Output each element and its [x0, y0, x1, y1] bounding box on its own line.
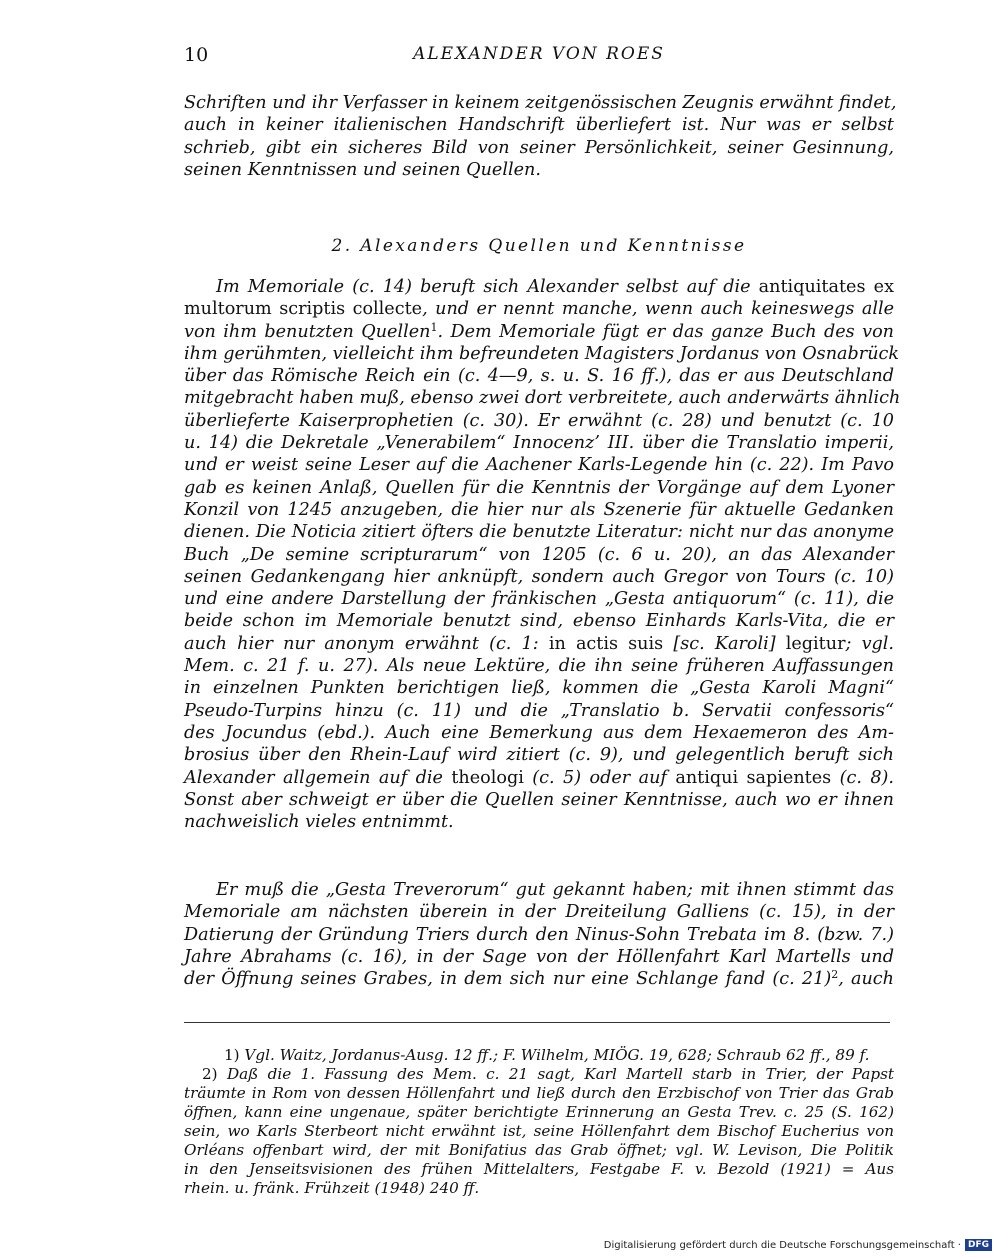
page-number: 10 — [184, 44, 209, 66]
footnote-divider — [184, 1022, 890, 1023]
text-line: Memoriale am nächsten überein in der Dreiteilung Galliens (c. 15), in der — [184, 902, 894, 923]
dfg-logo: DFG — [965, 1239, 992, 1251]
latin-quote: antiquitates ex — [758, 277, 894, 297]
text-line: Buch „De semine scripturarum“ von 1205 (c. 6 u. 20), an das Alexander — [184, 544, 894, 565]
footnote-line: träumte in Rom von dessen Höllenfahrt und ließ durch den Erzbischof von Trier das Grab — [184, 1084, 894, 1102]
text-line: beide schon im Memoriale benutzt sind, ebenso Einhards Karls-Vita, die er — [184, 611, 894, 632]
text-run: ; vgl. — [845, 633, 894, 654]
text-line: dienen. Die Noticia zitiert öfters die benutzte Literatur: nicht nur das anonyme — [184, 522, 894, 543]
footnote-ref: 2 — [831, 968, 839, 982]
text-run: (c. 5) oder auf — [523, 767, 676, 788]
text-run: . Dem Memoriale fügt er das ganze Buch des von — [437, 321, 894, 342]
text-line: Er muß die „Gesta Treverorum“ gut gekannt haben; mit ihnen stimmt das — [216, 880, 894, 900]
latin-quote: legitur — [785, 633, 846, 654]
text-line: Schriften und ihr Verfasser in keinem zeitgenössischen Zeugnis erwähnt findet, — [184, 93, 897, 113]
text-line: und er weist seine Leser auf die Aachener Karls-Legende hin (c. 22). Im Pavo — [184, 455, 894, 476]
text-line: u. 14) die Dekretale „Venerabilem“ Innocenz’ III. über die Translatio imperii, — [184, 433, 894, 454]
text-run: von ihm benutzten Quellen — [184, 321, 431, 342]
text-line: seinen Kenntnissen und seinen Quellen. — [184, 159, 541, 180]
footnote-text: Vgl. Waitz, Jordanus-Ausg. 12 ff.; F. Wilhelm, MIÖG. 19, 628; Schraub 62 ff., 89 f. — [244, 1046, 870, 1064]
footnote-line: Orléans offenbart wird, der mit Bonifatius das Grab öffnet; vgl. W. Levison, Die Politik — [184, 1141, 894, 1159]
text-line: über das Römische Reich ein (c. 4—9, s. u. S. 16 ff.), das er aus Deutschland — [184, 366, 894, 387]
footnote-1 — [184, 1046, 894, 1065]
footnote-line: in den Jenseitsvisionen des frühen Mittelalters, Festgabe F. v. Bezold (1921) = Aus — [184, 1160, 894, 1178]
text-line: Mem. c. 21 f. u. 27). Als neue Lektüre, die ihn seine früheren Auffassungen — [184, 656, 894, 677]
footnote-number: 1) — [224, 1046, 240, 1064]
text-run: , und er nennt manche, wenn auch keineswegs alle — [422, 299, 894, 320]
text-line — [184, 767, 894, 789]
text-line: brosius über den Rhein-Lauf wird zitiert (c. 9), und gelegentlich beruft sich — [184, 745, 894, 766]
running-head: ALEXANDER VON ROES — [413, 44, 665, 64]
latin-quote: theologi — [451, 767, 524, 788]
footnote-number: 2) — [202, 1065, 218, 1083]
text-line — [184, 321, 894, 343]
text-line: des Jocundus (ebd.). Auch eine Bemerkung aus dem Hexaemeron des Am- — [184, 722, 894, 743]
text-run: (c. 8). — [831, 767, 894, 788]
text-run: auch hier nur anonym erwähnt (c. 1: — [184, 633, 549, 654]
paragraph-2 — [184, 879, 894, 990]
text-line: Datierung der Gründung Triers durch den Ninus-Sohn Trebata im 8. (bzw. 7.) — [184, 924, 894, 945]
text-line: Sonst aber schweigt er über die Quellen seiner Kenntnisse, auch wo er ihnen — [184, 789, 894, 810]
section-heading: 2. Alexanders Quellen und Kenntnisse — [331, 236, 747, 256]
text-line — [184, 298, 894, 320]
footnote-line: öffnen, kann eine ungenaue, später berichtigte Erinnerung an Gesta Trev. c. 25 (S. 162) — [184, 1103, 894, 1121]
text-line: auch in keiner italienischen Handschrift überliefert ist. Nur was er selbst — [184, 115, 894, 136]
text-line — [184, 276, 894, 298]
text-line: mitgebracht haben muß, ebenso zwei dort verbreitete, auch anderwärts ähnlich — [184, 388, 901, 409]
footnote-ref: 1 — [430, 320, 438, 334]
paragraph-1 — [184, 276, 901, 833]
text-run: , auch — [838, 969, 894, 990]
credit-text: Digitalisierung gefördert durch die Deutsche Forschungsgemeinschaft · — [603, 1239, 961, 1251]
text-run: Alexander allgemein auf die — [184, 767, 452, 788]
footnotes — [184, 1046, 894, 1198]
text-run: Im Memoriale (c. 14) beruft sich Alexander selbst auf die — [216, 277, 759, 297]
latin-quote: antiqui sapientes — [675, 767, 832, 788]
footnote-line: rhein. u. fränk. Frühzeit (1948) 240 ff. — [184, 1179, 480, 1197]
text-line: gab es keinen Anlaß, Quellen für die Kenntnis der Vorgänge auf dem Lyoner — [184, 477, 894, 498]
text-run: [sc. Karoli] — [663, 633, 786, 654]
text-line: Konzil von 1245 anzugeben, die hier nur als Szenerie für aktuelle Gedanken — [184, 499, 894, 520]
text-line: Jahre Abrahams (c. 16), in der Sage von der Höllenfahrt Karl Martells und — [184, 946, 894, 967]
footnote-2 — [184, 1065, 894, 1084]
page-header — [184, 44, 894, 74]
text-line: in einzelnen Punkten berichtigen ließ, kommen die „Gesta Karoli Magni“ — [184, 678, 894, 699]
text-line — [184, 968, 894, 990]
footnote-text: Daß die 1. Fassung des Mem. c. 21 sagt, Karl Martell starb in Trier, der Papst — [226, 1065, 895, 1083]
text-line: Pseudo-Turpins hinzu (c. 11) und die „Translatio b. Servatii confessoris“ — [184, 700, 894, 721]
text-run: der Öffnung seines Grabes, in dem sich nur eine Schlange fand (c. 21) — [184, 969, 832, 990]
footnote-line: sein, wo Karls Sterbeort nicht erwähnt ist, seine Höllenfahrt dem Bischof Eucherius von — [184, 1122, 894, 1140]
latin-quote: in actis suis — [548, 633, 664, 654]
text-line: ihm gerühmten, vielleicht ihm befreundeten Magisters Jordanus von Osnabrück — [184, 343, 900, 364]
intro-paragraph — [184, 92, 897, 181]
text-line: und eine andere Darstellung der fränkischen „Gesta antiquorum“ (c. 11), die — [184, 589, 894, 610]
text-line: schrieb, gibt ein sicheres Bild von seiner Persönlichkeit, seiner Gesinnung, — [184, 137, 894, 158]
latin-quote: multorum scriptis collecte — [184, 299, 423, 320]
text-line: überlieferte Kaiserprophetien (c. 30). Er erwähnt (c. 28) und benutzt (c. 10 — [184, 410, 894, 431]
text-line: nachweislich vieles entnimmt. — [184, 812, 454, 833]
text-line — [184, 633, 894, 655]
digitization-credit — [604, 1239, 992, 1251]
text-line: seinen Gedankengang hier anknüpft, sondern auch Gregor von Tours (c. 10) — [184, 566, 894, 587]
